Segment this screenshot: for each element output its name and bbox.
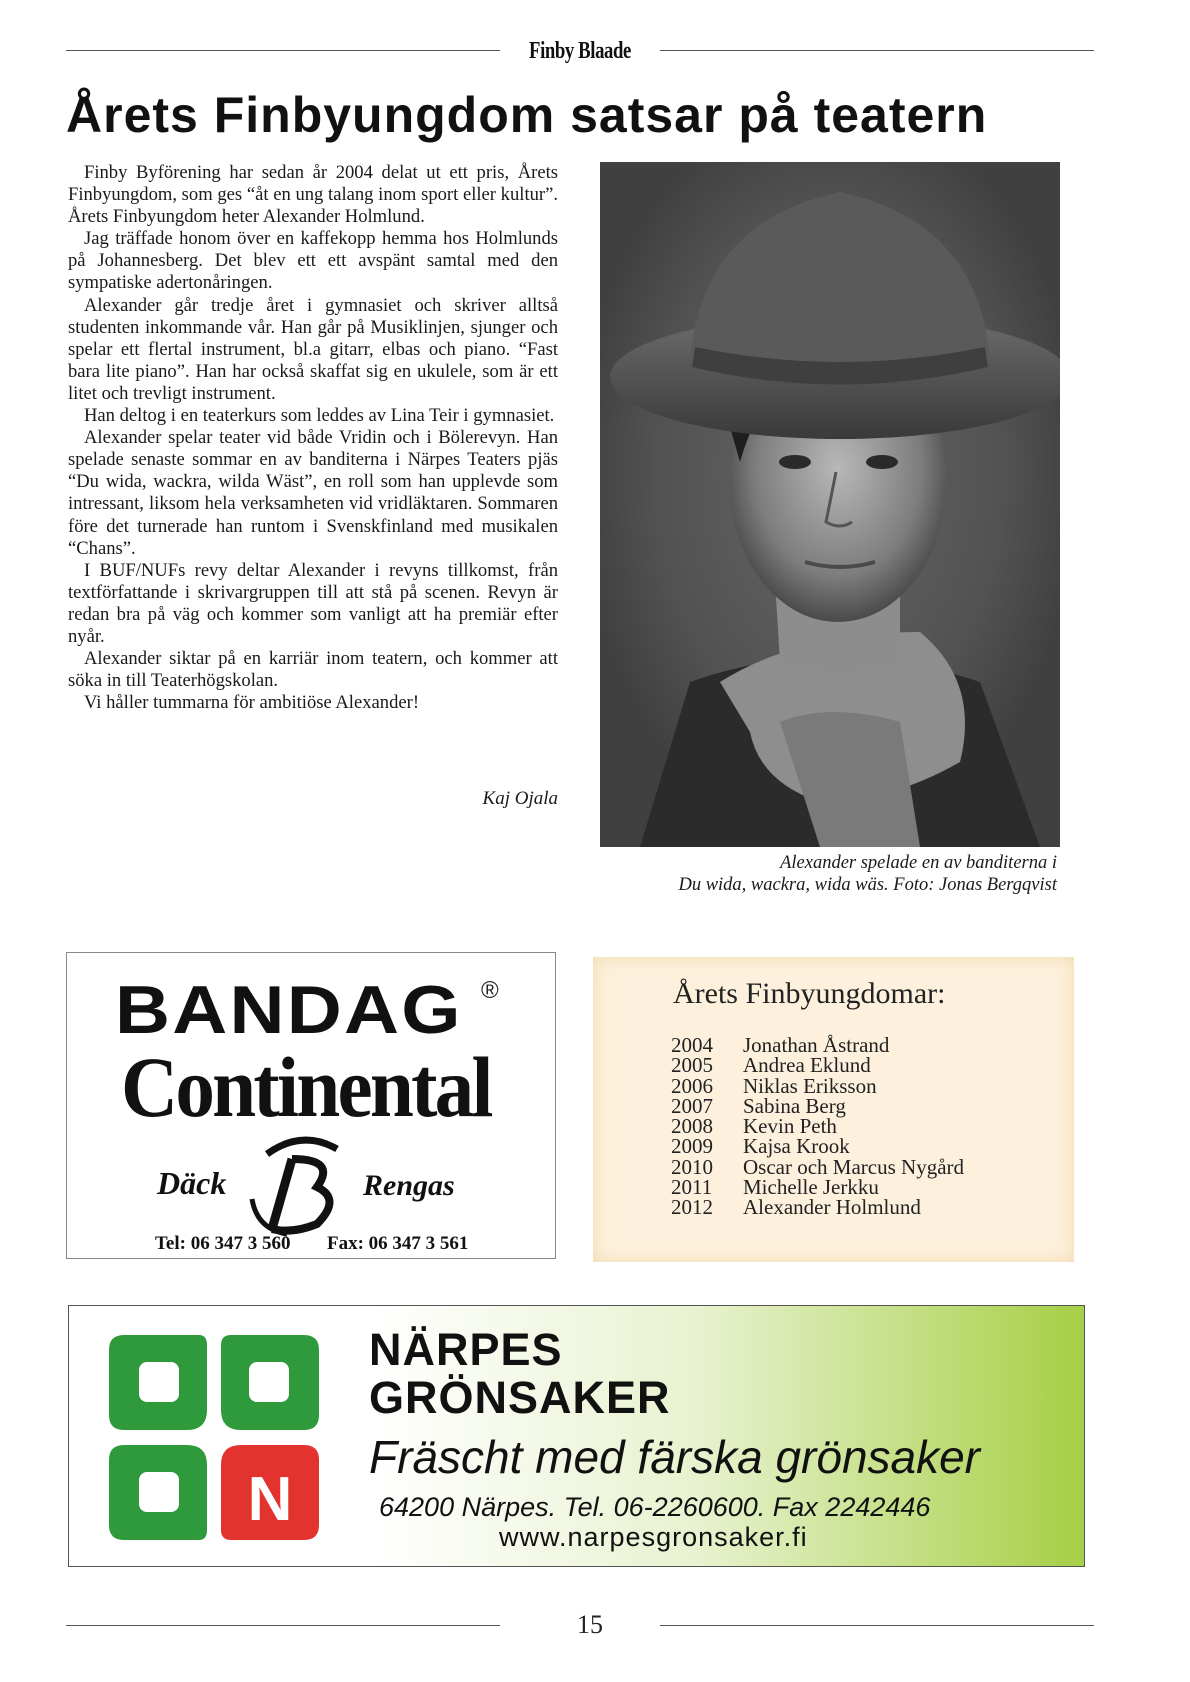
- winner-year: 2012: [671, 1195, 713, 1220]
- list-item: [671, 1114, 964, 1139]
- winner-name: Michelle Jerkku: [743, 1175, 879, 1200]
- list-item: [671, 1195, 964, 1220]
- article-title: Årets Finbyungdom satsar på teatern: [66, 87, 988, 143]
- photo-caption-line: Alexander spelade en av banditerna i: [780, 853, 1057, 873]
- winner-name: Sabina Berg: [743, 1093, 846, 1118]
- youth-winners-box: [593, 957, 1074, 1262]
- winner-name: Oscar och Marcus Nygård: [743, 1154, 965, 1179]
- article-paragraph: Vi håller tummarna för ambitiöse Alexander!: [84, 692, 420, 714]
- youth-winners-list: [671, 1035, 964, 1218]
- company-name-line: GRÖNSAKER: [369, 1372, 671, 1423]
- footer-rule-right: [660, 1625, 1094, 1626]
- photo-caption-line: Du wida, wackra, wida wäs. Foto: Jonas Bergqvist: [678, 875, 1057, 895]
- company-name-line: NÄRPES: [369, 1324, 563, 1375]
- article-paragraph: I BUF/NUFs revy deltar Alexander i revyns tillkomst, från textförfattande i skrivargruppen till att stå på scenen. Revyn är redan bra på väg och kommer som vanligt att ha premiär efter nyår.: [68, 559, 558, 647]
- narpes-website-link[interactable]: www.narpesgronsaker.fi: [499, 1522, 808, 1552]
- article-paragraph: Alexander går tredje året i gymnasiet och skriver alltså studenten inkommande vår. Han går på Musiklinjen, sjunger och spelar ett flertal instrument, bl.a gitarr, elbas och piano. “Fast bara lite piano”. Han har också skaffat sig en ukulele, som är ett litet och trevligt instrument.: [68, 294, 558, 404]
- list-item: [671, 1093, 964, 1118]
- photo-caption: [600, 852, 1057, 896]
- list-item: [671, 1175, 964, 1200]
- winner-name: Kevin Peth: [743, 1114, 837, 1139]
- footer-rule-left: [66, 1625, 500, 1626]
- narpes-tagline: Fräscht med färska grönsaker: [369, 1431, 981, 1483]
- b-monogram-icon: [247, 1129, 357, 1239]
- winner-year: 2005: [671, 1053, 713, 1078]
- page-number: 15: [577, 1610, 603, 1639]
- portrait-photo: [600, 162, 1060, 847]
- winner-year: 2010: [671, 1154, 713, 1179]
- rengas-label: Rengas: [363, 1169, 455, 1202]
- winner-name: Andrea Eklund: [743, 1053, 871, 1078]
- article-paragraph: Finby Byförening har sedan år 2004 delat ut ett pris, Årets Finbyungdom, som ges “åt en ung talang inom sport eller kultur”. Årets Finbyungdom heter Alexander Holmlund.: [68, 162, 558, 228]
- continental-logo-text: Continental: [121, 1039, 491, 1135]
- bandag-fax: Fax: 06 347 3 561: [327, 1233, 469, 1254]
- winner-year: 2008: [671, 1114, 713, 1139]
- youth-winners-title: Årets Finbyungdomar:: [673, 977, 946, 1010]
- narpes-gronsaker-ad[interactable]: [68, 1305, 1085, 1567]
- registered-mark: ®: [481, 977, 499, 1004]
- bandag-logo-text: BANDAG: [115, 972, 463, 1048]
- winner-year: 2004: [671, 1033, 713, 1057]
- winner-name: Kajsa Krook: [743, 1134, 850, 1159]
- winner-name: Alexander Holmlund: [743, 1195, 921, 1220]
- article-paragraph: Alexander spelar teater vid både Vridin och i Bölerevyn. Han spelade senaste sommar en av banditerna i Närpes Teaters pjäs “Du wida, wackra, wilda Wäst”, en roll som han upplevde som intressant, liksom hela verksamheten vid vridläktaren. Sommaren före det turnerade han runtom i Svenskfinland med musikalen “Chans”.: [68, 427, 558, 559]
- header-rule-left: [66, 50, 500, 51]
- list-item: [671, 1035, 964, 1055]
- dack-label: Däck: [157, 1165, 227, 1201]
- article-paragraph: Alexander siktar på en karriär inom teatern, och kommer att söka in till Teaterhögskolan.: [68, 648, 558, 692]
- winner-year: 2011: [671, 1175, 713, 1200]
- article-paragraph: Han deltog i en teaterkurs som leddes av Lina Teir i gymnasiet.: [84, 405, 555, 427]
- narpes-address: 64200 Närpes. Tel. 06-2260600. Fax 2242446: [379, 1492, 931, 1522]
- list-item: [671, 1154, 965, 1179]
- bandag-ad[interactable]: [66, 952, 556, 1259]
- running-head: Finby Blaade: [529, 38, 631, 64]
- winner-name: Niklas Eriksson: [743, 1073, 877, 1098]
- narpes-gronsaker-logo-icon: [99, 1330, 329, 1545]
- winner-year: 2006: [671, 1073, 713, 1098]
- bandag-phone: Tel: 06 347 3 560: [155, 1233, 291, 1254]
- list-item: [671, 1053, 964, 1078]
- list-item: [671, 1073, 964, 1098]
- list-item: [671, 1134, 964, 1159]
- article-byline: Kaj Ojala: [482, 788, 558, 809]
- narpes-company-name: [369, 1326, 671, 1422]
- header-rule-right: [660, 50, 1094, 51]
- logo-letter: N: [247, 1465, 293, 1534]
- article-body: [68, 162, 558, 714]
- winner-name: Jonathan Åstrand: [743, 1033, 890, 1057]
- article-paragraph: Jag träffade honom över en kaffekopp hemma hos Holmlunds på Johannesberg. Det blev ett ett avspänt samtal med den sympatiske adertonåringen.: [68, 228, 558, 294]
- winner-year: 2009: [671, 1134, 713, 1159]
- winner-year: 2007: [671, 1093, 713, 1118]
